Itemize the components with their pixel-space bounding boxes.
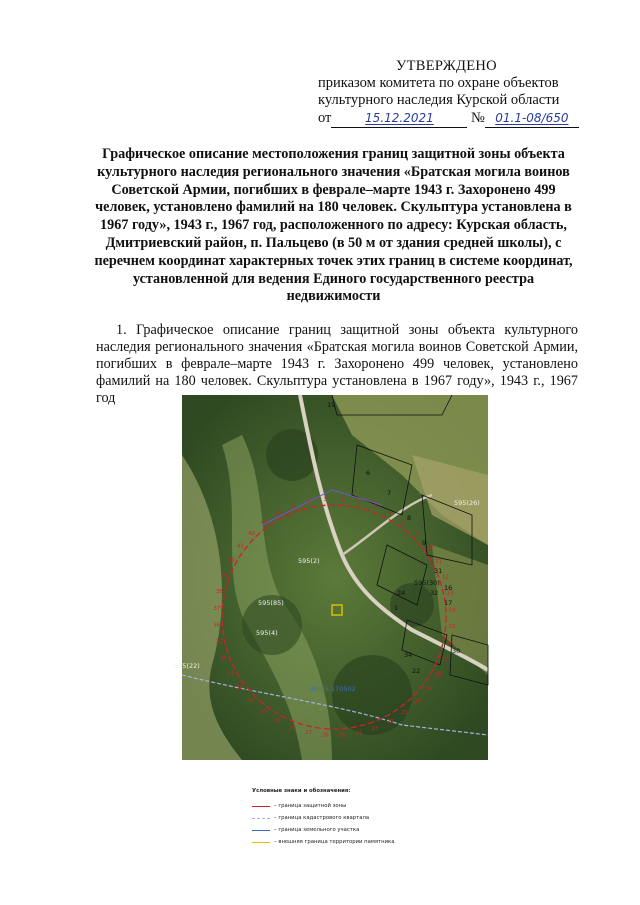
boundary-point-label: 17 [441, 657, 449, 663]
approval-line-1: приказом комитета по охране объектов [318, 75, 559, 91]
number-label: № [471, 110, 485, 126]
parcel-label: 7 [387, 489, 392, 497]
map-svg [174, 395, 488, 760]
parcel-label: 16 [444, 584, 453, 592]
parcel-label: 9 [422, 539, 427, 547]
boundary-point-label: 33 [227, 670, 234, 677]
boundary-point-label: 8 [402, 521, 406, 527]
boundary-point-label: 11 [435, 559, 442, 566]
approval-line-2: культурного наследия Курской области [318, 92, 560, 108]
approval-heading: УТВЕРЖДЕНО [396, 58, 497, 74]
boundary-point-label: 36 [213, 622, 221, 629]
legend-item [252, 800, 472, 812]
boundary-point-label: 19 [425, 686, 432, 693]
boundary-point-label: 24 [355, 730, 363, 737]
legend-swatch [252, 818, 270, 819]
boundary-point-label: 35 [215, 639, 223, 646]
parcel-label: 24 [397, 589, 406, 597]
boundary-point-label: 15 [448, 624, 456, 631]
approval-block [318, 58, 618, 128]
legend-label: – внешняя граница территории памятника [274, 839, 395, 845]
boundary-point-label: 1 [290, 504, 294, 511]
map-legend [252, 788, 472, 848]
boundary-point-label: 2 [306, 499, 311, 506]
boundary-point-label: 18 [434, 672, 442, 679]
parcel-label: 595(2) [298, 557, 320, 565]
parcel-label: 34 [404, 651, 413, 659]
parcel-label: 595(26) [454, 499, 480, 507]
boundary-point-label: 12 [441, 574, 449, 581]
boundary-point-label: 9 [415, 532, 419, 539]
boundary-point-label: 3 [323, 497, 327, 504]
parcel-label: 19 [327, 401, 336, 409]
boundary-point-label: 5 [356, 499, 361, 506]
boundary-point-label: 29 [273, 718, 281, 725]
from-label: от [318, 110, 332, 126]
boundary-point-label: 39 [220, 573, 228, 579]
parcel-label: 31 [434, 567, 443, 575]
legend-item [252, 812, 472, 824]
boundary-point-label: 44 [275, 511, 283, 517]
parcel-label: 32 [430, 589, 439, 597]
date-field [331, 110, 467, 128]
boundary-point-label: 20 [413, 699, 421, 705]
handwritten-date: 15.12.2021 [365, 111, 434, 125]
parcel-label: 17 [444, 599, 453, 607]
number-field [485, 110, 579, 128]
boundary-point-label: 34 [220, 655, 228, 662]
boundary-point-label: 40 [227, 557, 235, 564]
legend-item [252, 836, 472, 848]
handwritten-number: 01.1-08/650 [495, 111, 569, 125]
boundary-point-label: 28 [289, 725, 296, 732]
legend-swatch [252, 830, 270, 831]
boundary-point-label: 30 [259, 709, 267, 715]
parcel-label: 6 [366, 469, 371, 477]
boundary-point-label: 37 [213, 605, 221, 612]
boundary-point-label: 26 [321, 732, 329, 739]
parcel-label: 595(4) [256, 629, 278, 637]
boundary-point-label: 7 [388, 511, 392, 518]
boundary-point-label: 6 [373, 504, 377, 511]
order-line [318, 110, 618, 128]
boundary-point-label: 42 [248, 531, 256, 537]
parcel-label: 595(22) [174, 662, 200, 670]
parcel-label: 1 [394, 604, 399, 612]
cadastral-quarter-label: 46:05:170502 [310, 685, 356, 693]
legend-label: – граница кадастрового квартала [274, 815, 370, 821]
boundary-point-label: 38 [215, 589, 223, 596]
legend-label: – граница земельного участка [274, 827, 360, 833]
boundary-point-label: 23 [371, 725, 379, 732]
parcel-label: 595(30) [414, 579, 440, 587]
parcel-label: 595(85) [258, 599, 284, 607]
legend-swatch [252, 806, 270, 807]
parcel-label: 30 [452, 647, 461, 655]
legend-label: – граница защитной зоны [274, 803, 347, 809]
satellite-map [174, 395, 488, 760]
boundary-point-label: 43 [260, 520, 268, 526]
paragraph-1: 1. Графическое описание границ защитной зоны объекта культурного наследия регионального значения «Братская могила воинов Советской Армии, погибших в феврале–марте 1943 г. Захоронено 499 человек, установлено фамилий на 180 человек. Скульптура установлена в 1967 году», 1943 г., 1967 год [96, 322, 578, 406]
boundary-point-label: 22 [386, 719, 394, 725]
boundary-point-label: 27 [305, 730, 313, 737]
boundary-point-label: 4 [340, 497, 344, 504]
boundary-point-label: 14 [448, 607, 456, 614]
parcel-label: 8 [407, 514, 412, 522]
parcel-label: 22 [412, 667, 421, 675]
boundary-point-label: 16 [446, 640, 454, 647]
document-title: Графическое описание местоположения границ защитной зоны объекта культурного наследия регионального значения «Братская могила воинов Советской Армии, погибших в феврале–марте 1943 г. Захоронено 499 человек, установлено фамилий на 180 человек. Скульптура установлена в 1967 году», 1943 г., 1967 год, расположенного по адресу: Курская область, Дмитриевский район, п. Пальцево (в 50 м от здания средней школы), с перечнем координат характерных точек этих границ в системе координат, установленной для ведения Единого государственного реестра недвижимости [94, 146, 573, 305]
boundary-point-label: 13 [446, 590, 454, 597]
boundary-point-label: 32 [236, 685, 243, 692]
boundary-point-label: 41 [237, 543, 244, 550]
boundary-point-label: 31 [247, 697, 254, 704]
boundary-point-label: 10 [426, 544, 433, 551]
boundary-point-label: 21 [401, 710, 409, 716]
legend-title: Условные знаки и обозначения: [252, 788, 351, 794]
legend-item [252, 824, 472, 836]
boundary-point-label: 25 [338, 732, 346, 739]
legend-swatch [252, 842, 270, 843]
